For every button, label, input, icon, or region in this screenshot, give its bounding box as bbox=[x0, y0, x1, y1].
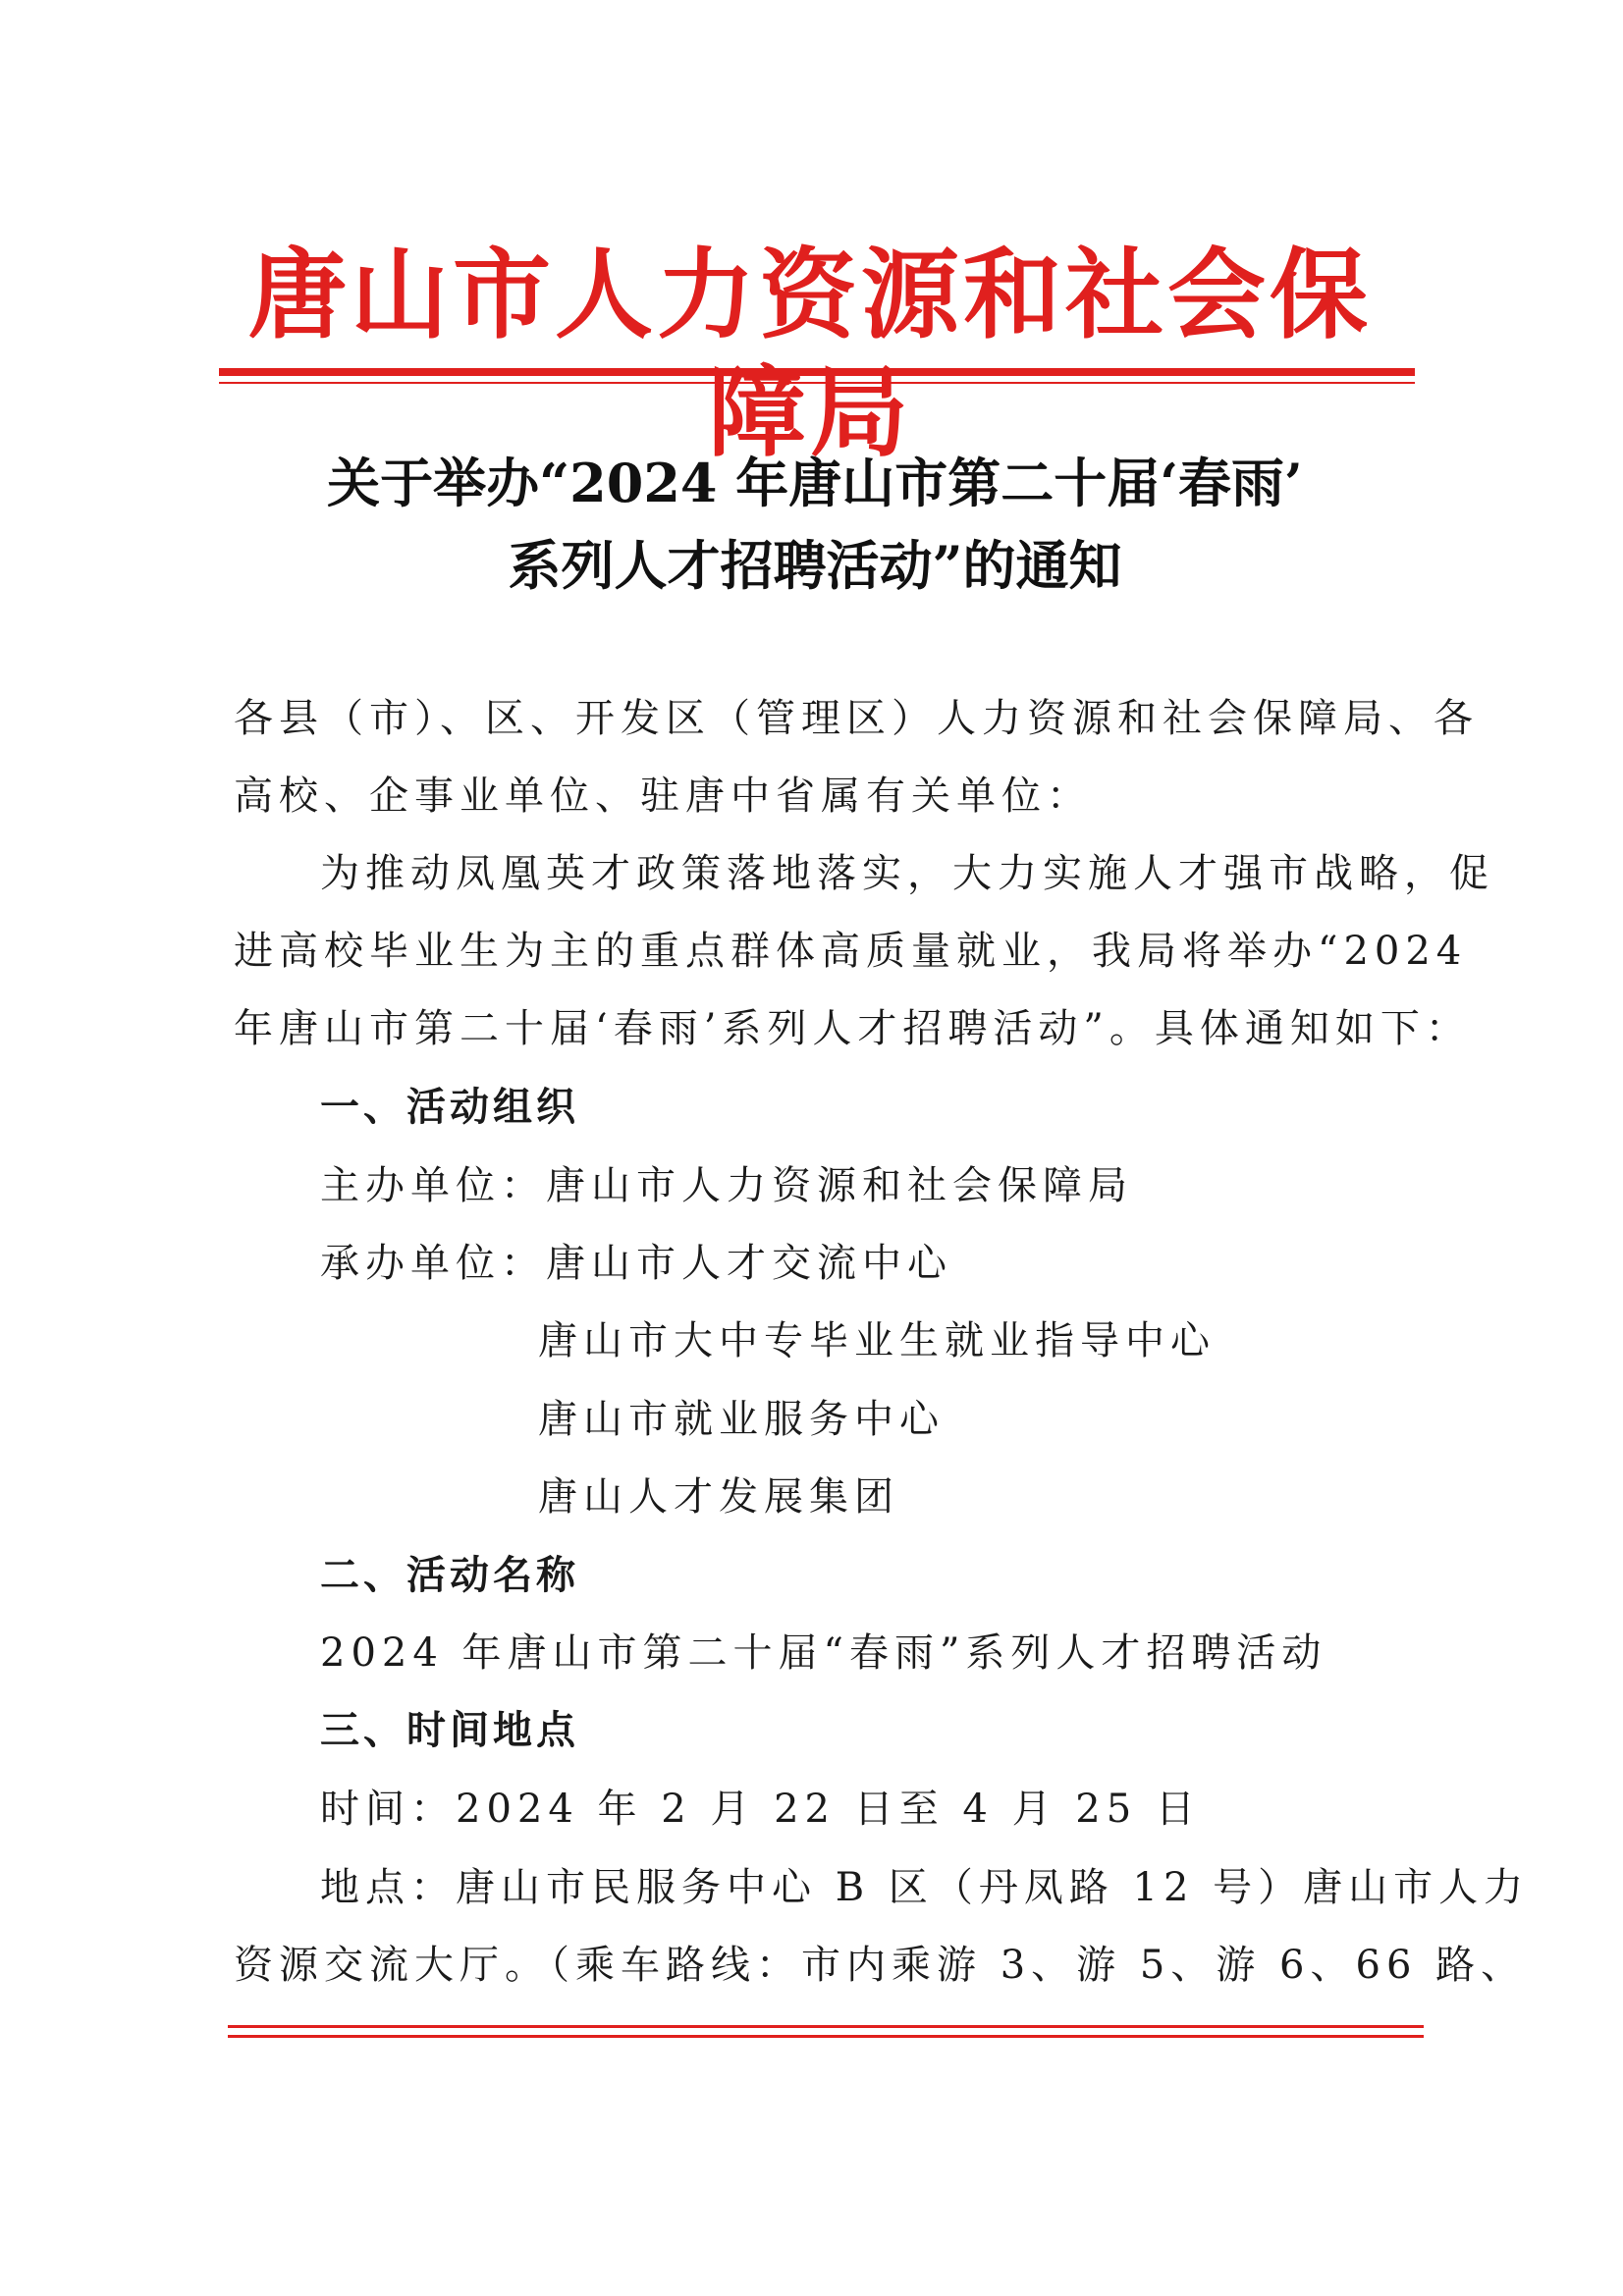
intro-line1: 为推动凤凰英才政策落地落实，大力实施人才强市战略，促 bbox=[320, 851, 1494, 896]
issuing-organization-header: 唐山市人力资源和社会保障局 bbox=[248, 237, 1372, 470]
section2-heading: 二、活动名称 bbox=[320, 1552, 579, 1598]
organizer-item-4: 唐山人才发展集团 bbox=[538, 1474, 899, 1520]
section3-heading: 三、时间地点 bbox=[320, 1707, 579, 1753]
notice-title-line2: 系列人才招聘活动”的通知 bbox=[508, 534, 1122, 597]
intro-line2: 进高校毕业生为主的重点群体高质量就业，我局将举办“2024 bbox=[234, 929, 1468, 974]
place-line2: 资源交流大厅。（乘车路线：市内乘游 3、游 5、游 6、66 路、 bbox=[234, 1943, 1527, 1988]
footer-red-rule-1 bbox=[228, 2025, 1424, 2028]
header-red-rule-thin bbox=[219, 382, 1415, 384]
activity-name: 2024 年唐山市第二十届“春雨”系列人才招聘活动 bbox=[320, 1630, 1327, 1676]
time-line: 时间：2024 年 2 月 22 日至 4 月 25 日 bbox=[320, 1787, 1201, 1832]
notice-title bbox=[196, 442, 1434, 607]
section1-heading: 一、活动组织 bbox=[320, 1084, 579, 1130]
host-unit: 主办单位：唐山市人力资源和社会保障局 bbox=[320, 1163, 1133, 1208]
organizer-unit: 承办单位：唐山市人才交流中心 bbox=[320, 1241, 952, 1286]
notice-title-line1: 关于举办“2024 年唐山市第二十届‘春雨’ bbox=[327, 452, 1303, 514]
place-line1: 地点：唐山市民服务中心 B 区（丹凤路 12 号）唐山市人力 bbox=[320, 1865, 1530, 1910]
header-red-rule-thick bbox=[219, 368, 1415, 376]
intro-line3: 年唐山市第二十届‘春雨’系列人才招聘活动”。具体通知如下： bbox=[234, 1006, 1471, 1051]
organizer-item-2: 唐山市大中专毕业生就业指导中心 bbox=[538, 1318, 1216, 1363]
organizer-item-3: 唐山市就业服务中心 bbox=[538, 1397, 945, 1442]
footer-red-rule-2 bbox=[228, 2035, 1424, 2038]
recipients-line1: 各县（市）、区、开发区（管理区）人力资源和社会保障局、各 bbox=[234, 696, 1479, 741]
recipients-line2: 高校、企事业单位、驻唐中省属有关单位： bbox=[234, 774, 1092, 819]
